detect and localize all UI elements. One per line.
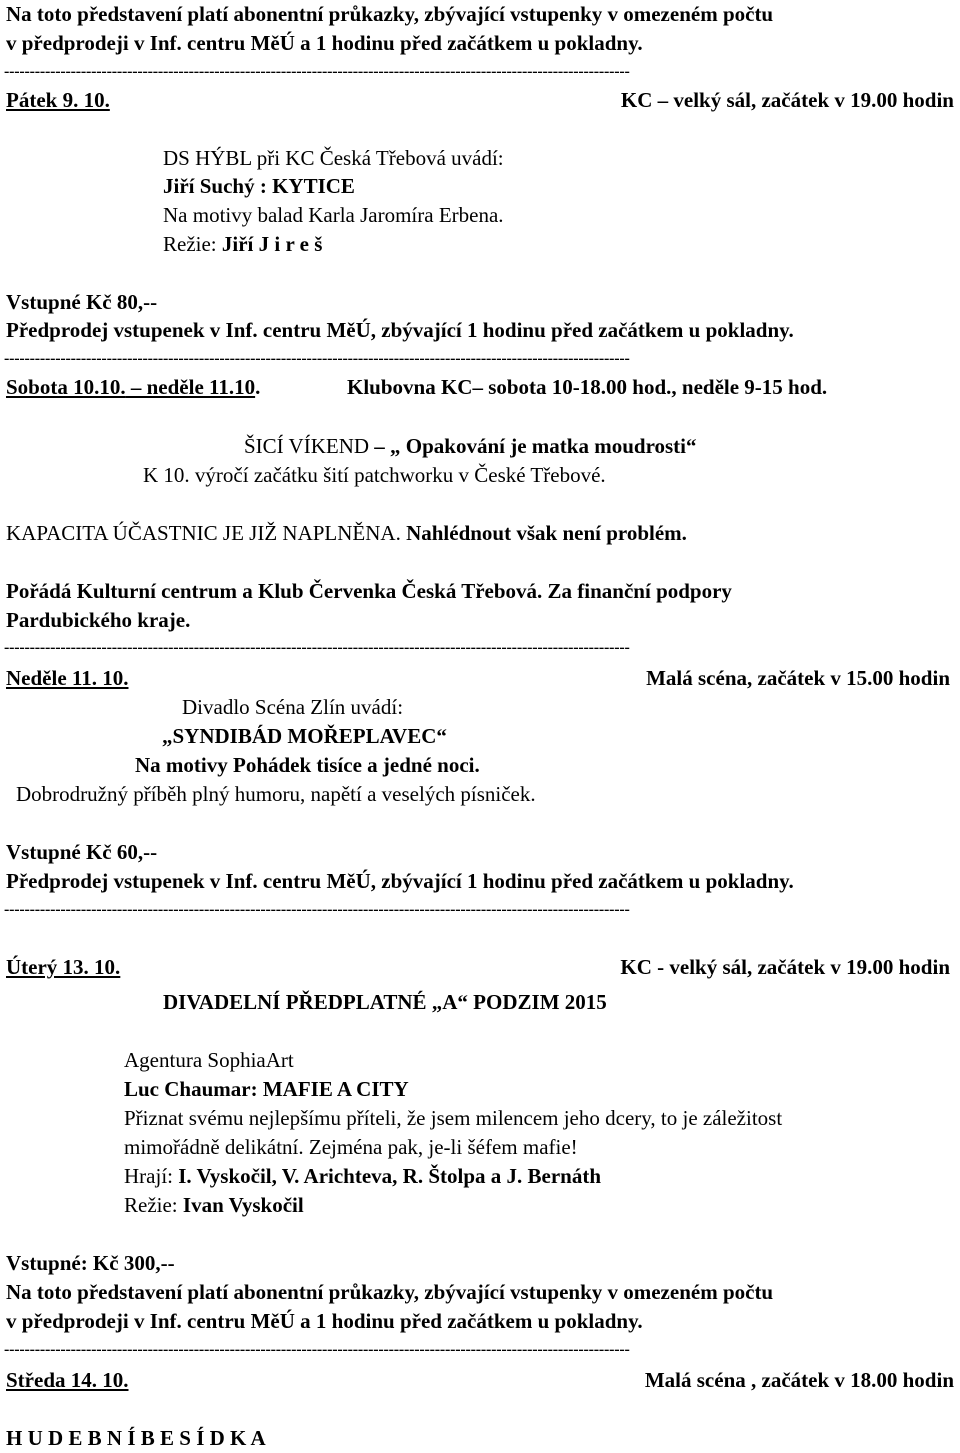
date-part: Sobota 10.10.: [6, 375, 126, 399]
event-title: Luc Chaumar: MAFIE A CITY: [124, 1077, 409, 1101]
title-part: ŠICÍ VÍKEND: [244, 434, 370, 458]
separator: --------------------------------------------------------------------------------------------------------------------------: [4, 1341, 630, 1358]
event-director: [163, 230, 322, 259]
event-subtitle: Na motivy Pohádek tisíce a jedné noci.: [135, 753, 480, 777]
event-date: Úterý 13. 10.: [6, 955, 121, 979]
event-organizer-line-1: Pořádá Kulturní centrum a Klub Červenka Česká Třebová. Za finanční podpory: [6, 579, 732, 603]
event-cast: [124, 1162, 601, 1191]
top-note-line-1: Na toto představení platí abonentní průkazky, zbývající vstupenky v omezeném počtu: [6, 2, 774, 26]
event-date: [6, 373, 260, 402]
top-note-line-2: v předprodeji v Inf. centru MěÚ a 1 hodinu před začátkem u pokladny.: [6, 31, 643, 55]
capacity-text: KAPACITA ÚČASTNIC JE JIŽ NAPLNĚNA.: [6, 521, 401, 545]
event-presale: Předprodej vstupenek v Inf. centru MěÚ, zbývající 1 hodinu před začátkem u pokladny.: [6, 318, 794, 342]
event-title: „SYNDIBÁD MOŘEPLAVEC“: [162, 724, 447, 748]
event-description-line-1: Přiznat svému nejlepšímu příteli, že jsem milencem jeho dcery, to je záležitost: [124, 1106, 783, 1130]
director-label: Režie:: [124, 1193, 178, 1217]
event-subscription: DIVADELNÍ PŘEDPLATNÉ „A“ PODZIM 2015: [163, 990, 607, 1014]
event-description: Dobrodružný příběh plný humoru, napětí a veselých písniček.: [16, 782, 536, 806]
event-venue: KC - velký sál, začátek v 19.00 hodin: [620, 955, 950, 979]
event-title: Jiří Suchý : KYTICE: [163, 174, 355, 198]
capacity-note: Nahlédnout však není problém.: [400, 521, 687, 545]
event-venue: Malá scéna, začátek v 15.00 hodin: [646, 666, 950, 690]
event-venue: Malá scéna , začátek v 18.00 hodin: [644, 1368, 954, 1392]
date-part: .: [255, 375, 261, 399]
event-subtitle: K 10. výročí začátku šití patchworku v České Třebové.: [143, 463, 606, 487]
event-capacity: [6, 519, 687, 548]
event-date: Středa 14. 10.: [6, 1368, 129, 1392]
event-venue: KC – velký sál, začátek v 19.00 hodin: [620, 88, 954, 112]
event-date: Neděle 11. 10.: [6, 666, 129, 690]
separator: --------------------------------------------------------------------------------------------------------------------------: [4, 901, 630, 918]
cast-label: Hrají:: [124, 1164, 173, 1188]
event-note-line-1: Na toto představení platí abonentní průkazky, zbývající vstupenky v omezeném počtu: [6, 1280, 774, 1304]
director-name: Ivan Vyskočil: [182, 1193, 304, 1217]
separator: --------------------------------------------------------------------------------------------------------------------------: [4, 350, 630, 367]
event-title: [244, 432, 697, 461]
cast-names: I. Vyskočil, V. Arichteva, R. Štolpa a J. Bernáth: [178, 1164, 602, 1188]
director-name: Jiří J i r e š: [221, 232, 323, 256]
event-director: [124, 1191, 304, 1220]
event-date: Pátek 9. 10.: [6, 88, 110, 112]
event-organizer-line-2: Pardubického kraje.: [6, 608, 191, 632]
event-note-line-2: v předprodeji v Inf. centru MěÚ a 1 hodinu před začátkem u pokladny.: [6, 1309, 643, 1333]
event-presale: Předprodej vstupenek v Inf. centru MěÚ, zbývající 1 hodinu před začátkem u pokladny.: [6, 869, 794, 893]
event-presenter: DS HÝBL při KC Česká Třebová uvádí:: [163, 146, 504, 170]
event-venue: Klubovna KC– sobota 10-18.00 hod., neděle 9-15 hod.: [347, 375, 828, 399]
event-presenter: Divadlo Scéna Zlín uvádí:: [182, 695, 404, 719]
separator: --------------------------------------------------------------------------------------------------------------------------: [4, 639, 630, 656]
title-part: – „ Opakování je matka moudrosti“: [369, 434, 697, 458]
separator: --------------------------------------------------------------------------------------------------------------------------: [4, 63, 630, 80]
event-title: H U D E B N Í B E S Í D K A: [6, 1426, 266, 1450]
event-price: Vstupné Kč 60,--: [6, 840, 158, 864]
event-price: Vstupné: Kč 300,--: [6, 1251, 175, 1275]
event-agency: Agentura SophiaArt: [124, 1048, 294, 1072]
director-label: Režie:: [163, 232, 217, 256]
date-part: – neděle 11.10: [125, 375, 256, 399]
event-subtitle: Na motivy balad Karla Jaromíra Erbena.: [163, 203, 504, 227]
event-price: Vstupné Kč 80,--: [6, 290, 158, 314]
event-description-line-2: mimořádně delikátní. Zejména pak, je-li šéfem mafie!: [124, 1135, 578, 1159]
